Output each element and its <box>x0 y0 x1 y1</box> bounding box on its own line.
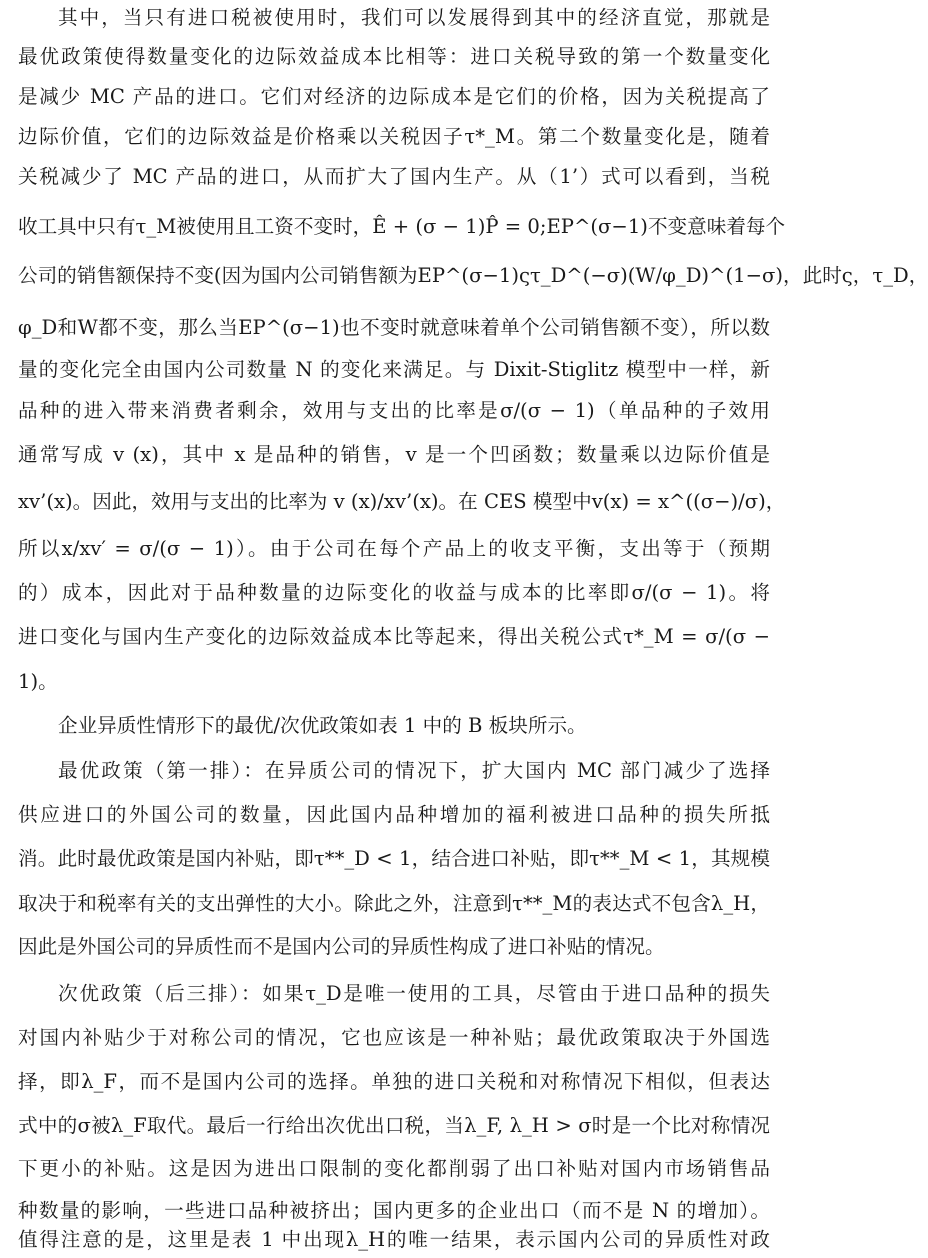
text-line: 的）成本，因此对于品种数量的边际变化的收益与成本的比率即σ/(σ − 1)。将 <box>18 581 770 604</box>
text-line: 1)。 <box>18 670 58 693</box>
text-line: 公司的销售额保持不变(因为国内公司销售额为EP^(σ−1)ςτ_D^(−σ)(W/φ_D)^(1−σ)，此时ς，τ_D， <box>18 264 928 287</box>
text-line: 其中，当只有进口税被使用时，我们可以发展得到其中的经济直觉，那就是 <box>58 6 770 29</box>
text-line: 最优政策使得数量变化的边际效益成本比相等：进口关税导致的第一个数量变化 <box>18 45 770 68</box>
text-line: 次优政策（后三排）：如果τ_D是唯一使用的工具，尽管由于进口品种的损失 <box>58 982 770 1005</box>
text-line: xv’(x)。因此，效用与支出的比率为 v (x)/xv’(x)。在 CES 模型中v(x) = x^((σ−)/σ)， <box>18 490 786 513</box>
text-line: 消。此时最优政策是国内补贴，即τ**_D < 1，结合进口补贴，即τ**_M < 1，其规模 <box>18 847 770 870</box>
text-line: 取决于和税率有关的支出弹性的大小。除此之外，注意到τ**_M的表达式不包含λ_H， <box>18 892 770 915</box>
text-line: 进口变化与国内生产变化的边际效益成本比等起来，得出关税公式τ*_M = σ/(σ − <box>18 625 770 648</box>
text-line: 是减少 MC 产品的进口。它们对经济的边际成本是它们的价格，因为关税提高了 <box>18 85 770 108</box>
text-line: 供应进口的外国公司的数量，因此国内品种增加的福利被进口品种的损失所抵 <box>18 803 770 826</box>
text-line: 通常写成 v (x)，其中 x 是品种的销售，v 是一个凹函数；数量乘以边际价值是 <box>18 443 770 466</box>
text-line: 下更小的补贴。这是因为进出口限制的变化都削弱了出口补贴对国内市场销售品 <box>18 1157 770 1180</box>
text-line: φ_D和W都不变，那么当EP^(σ−1)也不变时就意味着单个公司销售额不变），所以数 <box>18 316 770 339</box>
text-line: 品种的进入带来消费者剩余，效用与支出的比率是σ/(σ − 1)（单品种的子效用 <box>18 399 770 422</box>
text-line: 值得注意的是，这里是表 1 中出现λ_H的唯一结果，表示国内公司的异质性对政 <box>18 1228 770 1251</box>
text-line: 种数量的影响，一些进口品种被挤出；国内更多的企业出口（而不是 N 的增加）。 <box>18 1199 770 1222</box>
text-line: 量的变化完全由国内公司数量 N 的变化来满足。与 Dixit-Stiglitz 模型中一样，新 <box>18 358 770 381</box>
text-line: 所以x/xv′ = σ/(σ − 1)）。由于公司在每个产品上的收支平衡，支出等于（预期 <box>18 537 770 560</box>
text-line: 式中的σ被λ_F取代。最后一行给出次优出口税，当λ_F, λ_H > σ时是一个比对称情况 <box>18 1114 770 1137</box>
text-line: 择，即λ_F，而不是国内公司的选择。单独的进口关税和对称情况下相似，但表达 <box>18 1070 770 1093</box>
text-line: 关税减少了 MC 产品的进口，从而扩大了国内生产。从（1’）式可以看到，当税 <box>18 165 770 188</box>
text-line: 企业异质性情形下的最优/次优政策如表 1 中的 B 板块所示。 <box>58 714 587 737</box>
text-line: 因此是外国公司的异质性而不是国内公司的异质性构成了进口补贴的情况。 <box>18 935 665 958</box>
text-line: 最优政策（第一排）：在异质公司的情况下，扩大国内 MC 部门减少了选择 <box>58 759 770 782</box>
text-line: 边际价值，它们的边际效益是价格乘以关税因子τ*_M。第二个数量变化是，随着 <box>18 125 770 148</box>
text-line: 收工具中只有τ_M被使用且工资不变时，Ê + (σ − 1)P̂ = 0;EP^(σ−1)不变意味着每个 <box>18 215 786 238</box>
text-line: 对国内补贴少于对称公司的情况，它也应该是一种补贴；最优政策取决于外国选 <box>18 1026 770 1049</box>
